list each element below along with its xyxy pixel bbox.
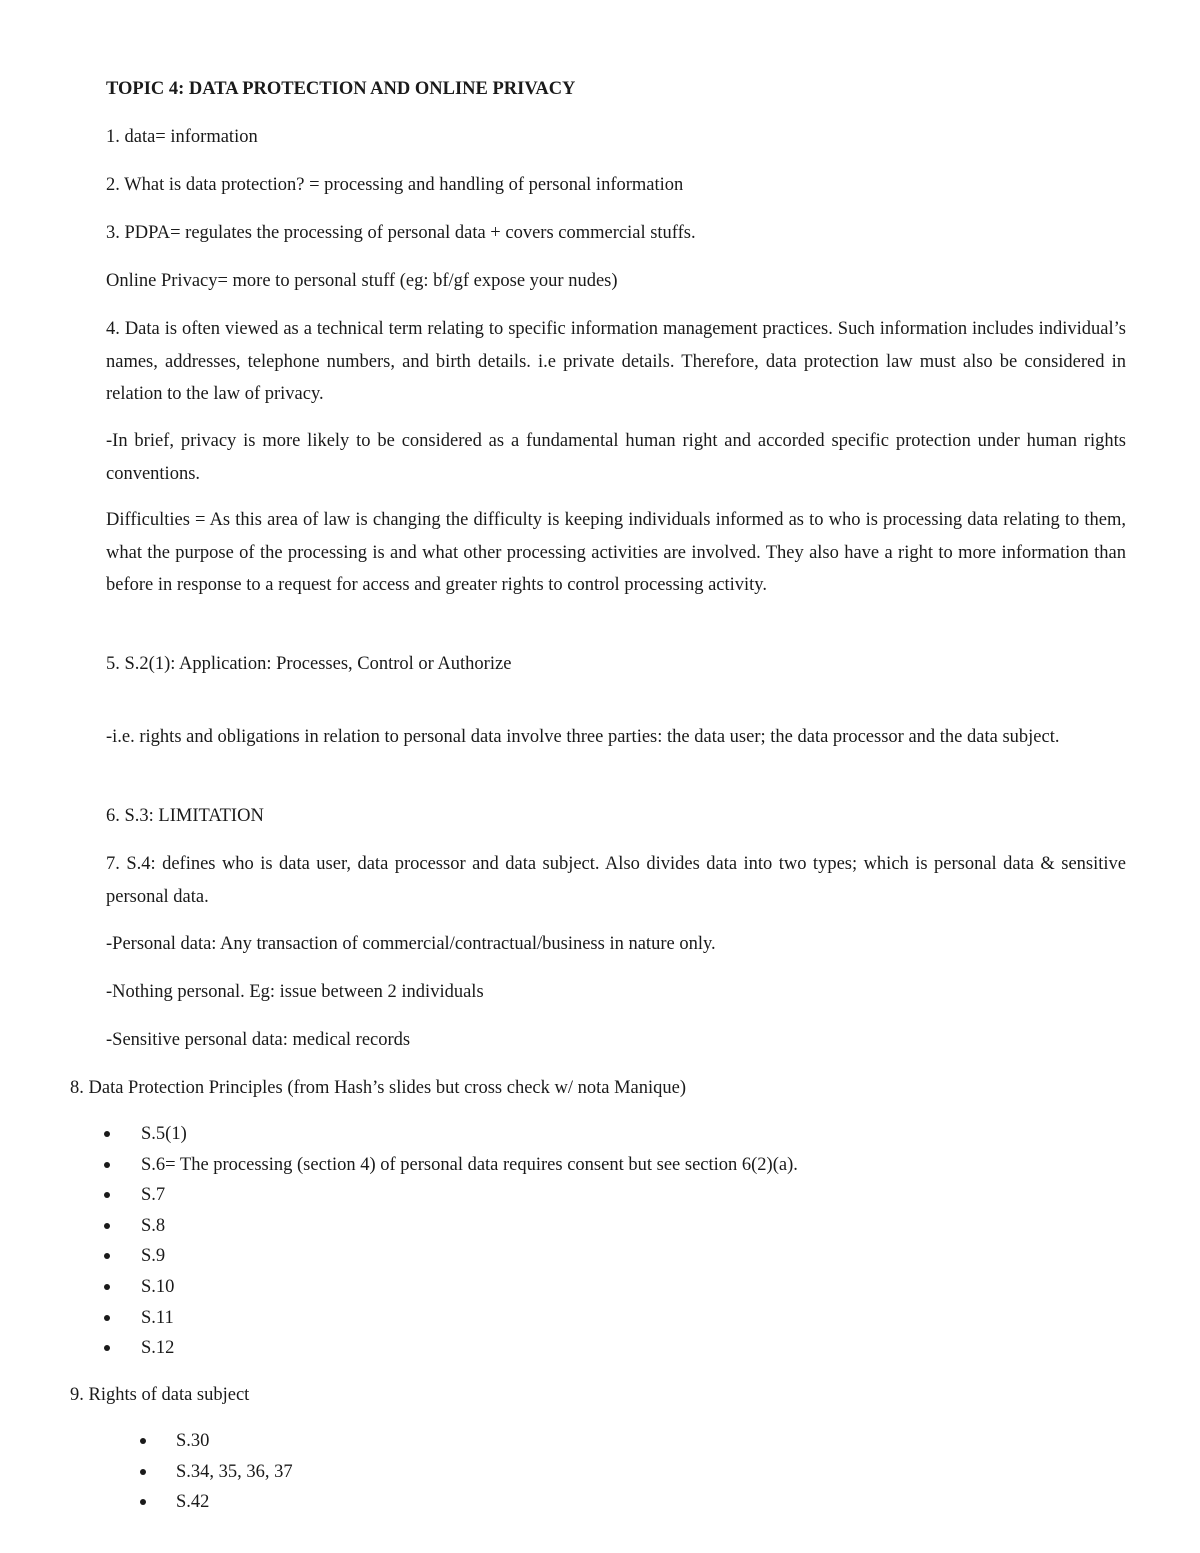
list-item bbox=[104, 1303, 798, 1334]
list-item bbox=[104, 1241, 798, 1272]
list-item bbox=[140, 1487, 293, 1518]
paragraph-1: 1. data= information bbox=[106, 127, 258, 147]
paragraph-7: 7. S.4: defines who is data user, data processor and data subject. Also divides data into two types; which is personal data & sensitive personal data. bbox=[106, 854, 1126, 907]
paragraph-difficulties: Difficulties = As this area of law is changing the difficulty is keeping individuals informed as to who is processing data relating to them, what the purpose of the processing is and what other processing activities are involved. They also have a right to more information than before in response to a request for access and greater rights to control processing activity. bbox=[106, 510, 1126, 595]
paragraph-nothing-personal: -Nothing personal. Eg: issue between 2 individuals bbox=[106, 982, 484, 1002]
bullet-icon bbox=[140, 1438, 146, 1444]
bullet-icon bbox=[104, 1253, 110, 1259]
paragraph-sensitive-data: -Sensitive personal data: medical records bbox=[106, 1030, 411, 1050]
bullet-icon bbox=[104, 1162, 110, 1168]
list-item-text: S.5(1) bbox=[141, 1124, 187, 1144]
list-item bbox=[140, 1457, 293, 1488]
bullet-icon bbox=[140, 1469, 146, 1475]
bullet-icon bbox=[104, 1345, 110, 1351]
list-item-text: S.10 bbox=[141, 1276, 175, 1297]
bullet-icon bbox=[104, 1131, 110, 1137]
list-item bbox=[104, 1333, 798, 1364]
bullet-icon bbox=[104, 1192, 110, 1198]
list-item-text: S.9 bbox=[141, 1246, 166, 1267]
bullet-icon bbox=[104, 1284, 110, 1290]
paragraph-3: 3. PDPA= regulates the processing of personal data + covers commercial stuffs. bbox=[106, 223, 696, 243]
paragraph-6: 6. S.3: LIMITATION bbox=[106, 806, 264, 826]
list-item bbox=[140, 1426, 293, 1457]
list-item bbox=[104, 1180, 798, 1211]
rights-list bbox=[140, 1426, 293, 1518]
list-item-text: S.34, 35, 36, 37 bbox=[176, 1461, 293, 1482]
bullet-icon bbox=[104, 1223, 110, 1229]
bullet-icon bbox=[140, 1499, 146, 1505]
list-item bbox=[104, 1119, 798, 1150]
paragraph-8: 8. Data Protection Principles (from Hash’s slides but cross check w/ nota Manique) bbox=[70, 1078, 687, 1098]
paragraph-4: 4. Data is often viewed as a technical term relating to specific information management practices. Such information includes individual’s names, addresses, telephone numbers, and birth details. i.e private details. Therefore, data protection law must also be considered in relation to the law of privacy. bbox=[106, 319, 1126, 404]
paragraph-ie: -i.e. rights and obligations in relation to personal data involve three parties: the data user; the data processor and the data subject. bbox=[106, 727, 1060, 747]
paragraph-online-privacy: Online Privacy= more to personal stuff (eg: bf/gf expose your nudes) bbox=[106, 271, 618, 291]
paragraph-personal-data: -Personal data: Any transaction of commercial/contractual/business in nature only. bbox=[106, 934, 716, 954]
list-item bbox=[104, 1272, 798, 1303]
paragraph-9: 9. Rights of data subject bbox=[70, 1385, 250, 1405]
list-item-text: S.11 bbox=[141, 1307, 174, 1328]
list-item-text: S.42 bbox=[176, 1492, 210, 1513]
paragraph-in-brief: -In brief, privacy is more likely to be considered as a fundamental human right and accorded specific protection under human rights conventions. bbox=[106, 431, 1126, 484]
list-item bbox=[104, 1211, 798, 1242]
list-item-text: S.30 bbox=[176, 1431, 210, 1451]
list-item-text: S.12 bbox=[141, 1338, 175, 1359]
bullet-icon bbox=[104, 1315, 110, 1321]
list-item bbox=[104, 1150, 798, 1181]
paragraph-5: 5. S.2(1): Application: Processes, Control or Authorize bbox=[106, 654, 512, 674]
list-item-text: S.8 bbox=[141, 1215, 166, 1236]
document-title: TOPIC 4: DATA PROTECTION AND ONLINE PRIVACY bbox=[106, 79, 576, 99]
principles-list bbox=[104, 1119, 798, 1364]
paragraph-2: 2. What is data protection? = processing and handling of personal information bbox=[106, 175, 684, 195]
list-item-text: S.7 bbox=[141, 1185, 166, 1206]
list-item-text: S.6= The processing (section 4) of personal data requires consent but see section 6(2)(a). bbox=[141, 1154, 798, 1175]
